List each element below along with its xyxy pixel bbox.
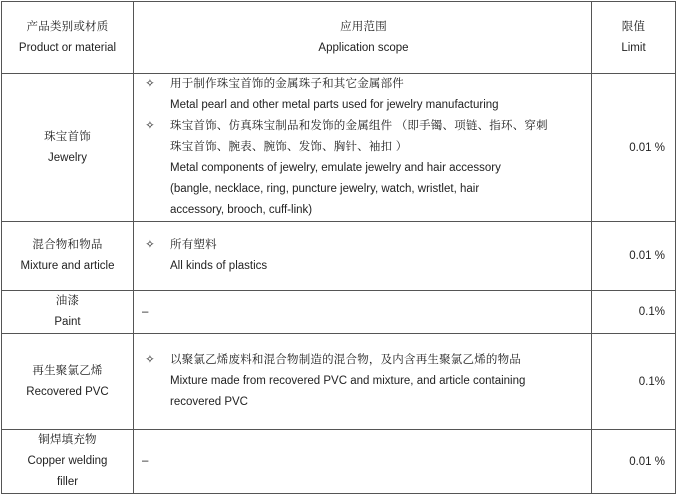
scope-text-cn: 珠宝首饰、仿真珠宝制品和发饰的金属组件 （即手镯、项链、指环、穿刺 bbox=[170, 120, 548, 132]
row-jewelry-limit: 0.01 % bbox=[592, 74, 676, 222]
row-pvc-category bbox=[2, 334, 134, 430]
row-copper-category bbox=[2, 430, 134, 494]
scope-item bbox=[142, 74, 585, 116]
header-product-cn: 产品类别或材质 bbox=[26, 20, 109, 33]
scope-text-en: (bangle, necklace, ring, puncture jewelry, watch, wristlet, hair bbox=[170, 183, 480, 195]
row-copper-scope bbox=[134, 430, 592, 494]
table-row-copper-filler bbox=[2, 430, 676, 494]
row-copper-name-cn: 铜焊填充物 bbox=[38, 434, 97, 446]
header-limit-en: Limit bbox=[621, 41, 646, 54]
restricted-substance-table bbox=[1, 1, 676, 494]
row-jewelry-category bbox=[2, 74, 134, 222]
row-copper-name-en: filler bbox=[56, 476, 79, 488]
header-scope-cn: 应用范围 bbox=[340, 20, 387, 33]
scope-item bbox=[142, 350, 585, 413]
header-limit-cn: 限值 bbox=[621, 20, 646, 33]
row-jewelry-name-cn: 珠宝首饰 bbox=[44, 130, 91, 143]
table-row-mixture bbox=[2, 222, 676, 291]
scope-dash: – bbox=[142, 305, 149, 318]
row-pvc-scope bbox=[134, 334, 592, 430]
row-mixture-limit: 0.01 % bbox=[592, 222, 676, 291]
scope-text-en: Metal components of jewelry, emulate jewelry and hair accessory bbox=[170, 162, 501, 174]
scope-dash: – bbox=[142, 455, 149, 467]
row-paint-name-cn: 油漆 bbox=[55, 295, 80, 307]
scope-item bbox=[142, 235, 585, 277]
row-pvc-name-cn: 再生聚氯乙烯 bbox=[32, 364, 103, 377]
header-product-en: Product or material bbox=[18, 41, 117, 54]
row-jewelry-scope bbox=[134, 74, 592, 222]
scope-text-en: recovered PVC bbox=[170, 396, 248, 408]
scope-text-en: Mixture made from recovered PVC and mixture, and article containing bbox=[170, 375, 526, 387]
scope-item bbox=[142, 116, 585, 221]
row-mixture-scope bbox=[134, 222, 592, 291]
header-limit bbox=[592, 2, 676, 74]
row-paint-limit: 0.1% bbox=[592, 291, 676, 334]
scope-text-cn: 以聚氯乙烯废料和混合物制造的混合物，及内含再生聚氯乙烯的物品 bbox=[170, 354, 521, 366]
diamond-bullet-icon: ✧ bbox=[145, 239, 155, 251]
scope-text-en: accessory, brooch, cuff-link) bbox=[170, 204, 313, 216]
row-mixture-category bbox=[2, 222, 134, 291]
scope-text-en: Metal pearl and other metal parts used for jewelry manufacturing bbox=[170, 99, 499, 111]
scope-text-en: All kinds of plastics bbox=[170, 260, 268, 272]
row-paint-scope bbox=[134, 291, 592, 334]
scope-text-cn: 珠宝首饰、腕表、腕饰、发饰、胸针、袖扣 ） bbox=[170, 141, 408, 153]
row-mixture-name-cn: 混合物和物品 bbox=[32, 239, 103, 251]
row-pvc-limit: 0.1% bbox=[592, 334, 676, 430]
header-application-scope bbox=[134, 2, 592, 74]
row-copper-limit: 0.01 % bbox=[592, 430, 676, 494]
header-product-material bbox=[2, 2, 134, 74]
row-jewelry-name-en: Jewelry bbox=[48, 151, 87, 164]
table-row-recovered-pvc bbox=[2, 334, 676, 430]
row-copper-name-en: Copper welding bbox=[27, 455, 108, 467]
diamond-bullet-icon: ✧ bbox=[145, 120, 155, 132]
diamond-bullet-icon: ✧ bbox=[145, 354, 155, 366]
table-header-row bbox=[2, 2, 676, 74]
scope-text-cn: 所有塑料 bbox=[170, 239, 217, 251]
row-paint-category bbox=[2, 291, 134, 334]
row-pvc-name-en: Recovered PVC bbox=[26, 385, 109, 398]
scope-text-cn: 用于制作珠宝首饰的金属珠子和其它金属部件 bbox=[170, 78, 404, 90]
row-paint-name-en: Paint bbox=[54, 316, 81, 328]
diamond-bullet-icon: ✧ bbox=[145, 78, 155, 90]
row-mixture-name-en: Mixture and article bbox=[20, 260, 115, 272]
table-row-jewelry bbox=[2, 74, 676, 222]
header-scope-en: Application scope bbox=[318, 41, 409, 54]
table-row-paint bbox=[2, 291, 676, 334]
